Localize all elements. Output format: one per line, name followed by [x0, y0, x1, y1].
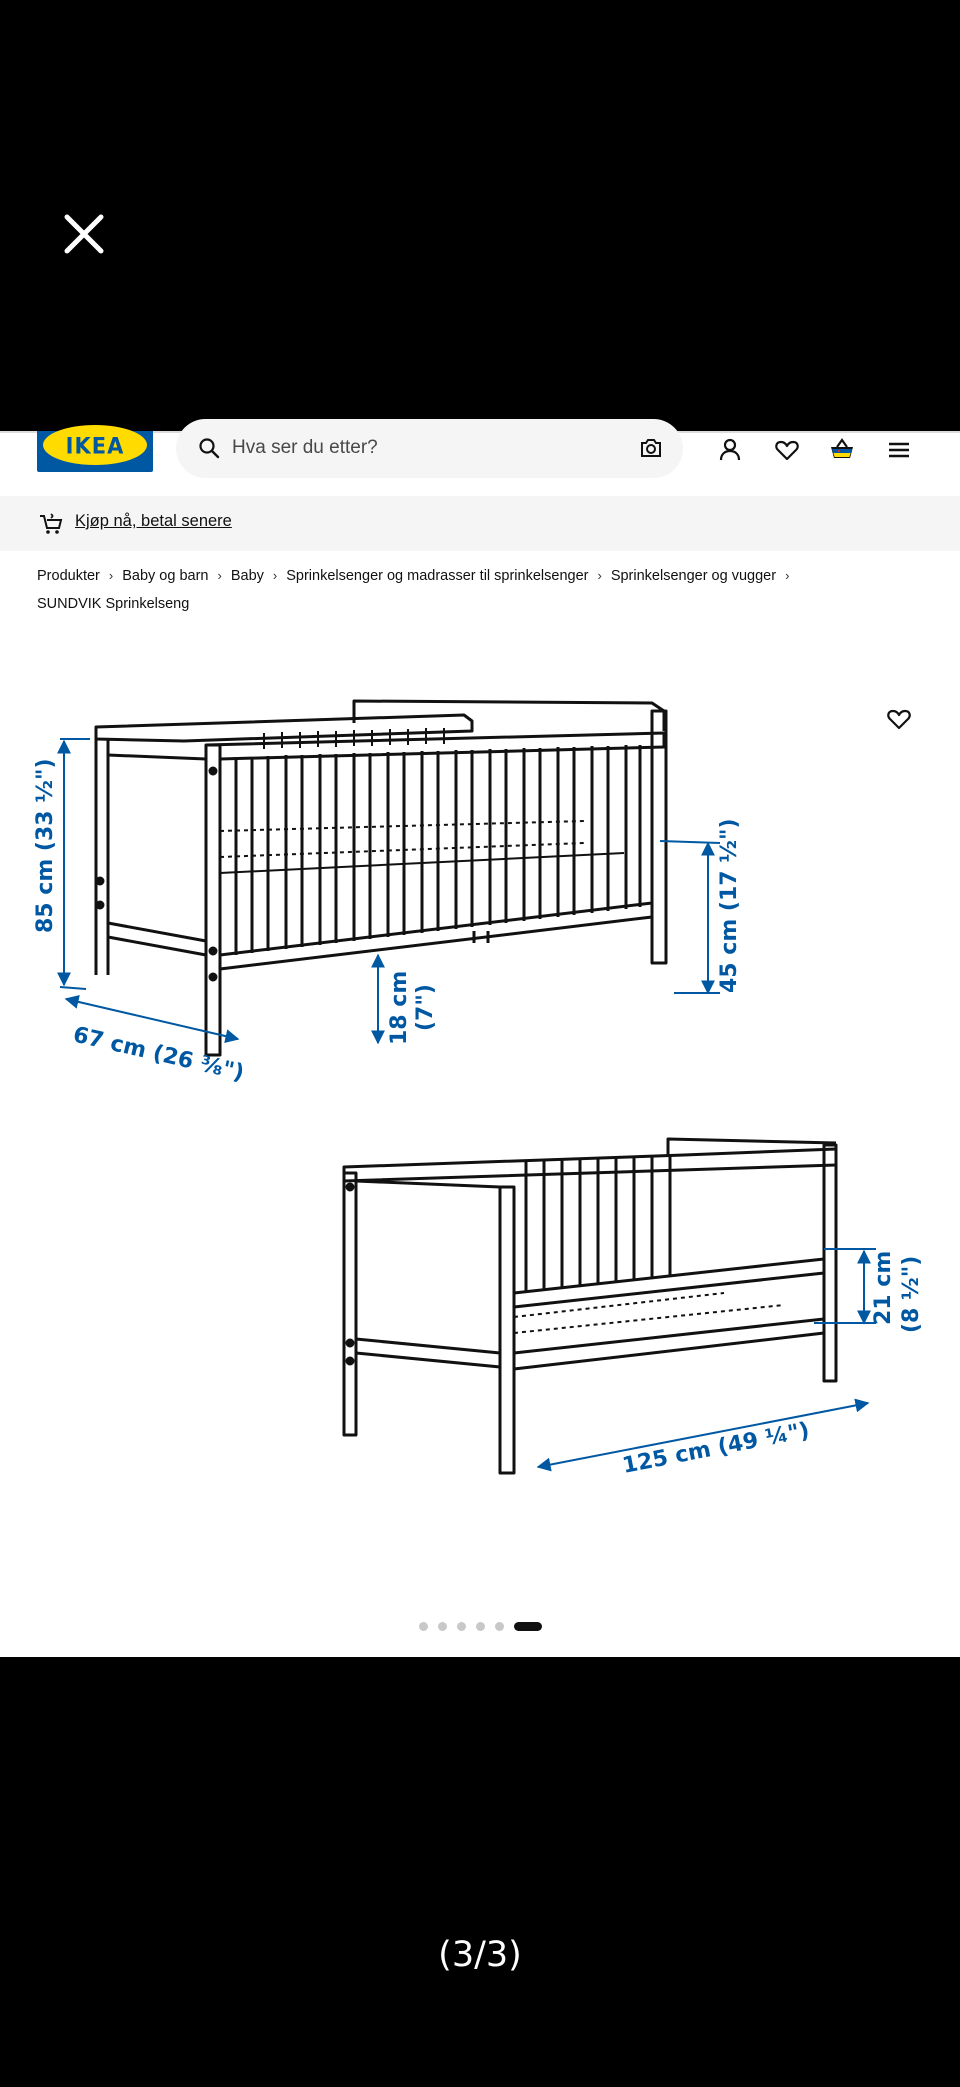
chevron-right-icon: ›: [597, 568, 602, 583]
breadcrumb-item-sprinkelsenger-og-vugger[interactable]: Sprinkelsenger og vugger: [610, 568, 777, 584]
carousel-dot[interactable]: [495, 1622, 504, 1631]
product-page-screenshot: [0, 431, 960, 1657]
breadcrumb: [37, 562, 927, 618]
promo-banner: [0, 496, 960, 551]
carousel-dot[interactable]: [476, 1622, 485, 1631]
junior-bottom-dimension-label-inch: (8 ½"): [899, 1255, 924, 1333]
height-dimension-label: 85 cm (33 ½"): [33, 758, 58, 933]
chevron-right-icon: ›: [217, 568, 222, 583]
user-icon[interactable]: [716, 436, 744, 464]
junior-bottom-dimension-label: 21 cm: [871, 1250, 896, 1325]
carousel-dot[interactable]: [438, 1622, 447, 1631]
under-bed-dimension-label-inch: (7"): [413, 984, 438, 1031]
image-carousel-indicator: [0, 1618, 960, 1636]
breadcrumb-item-baby[interactable]: Baby: [230, 568, 264, 584]
under-bed-dimension-label: 18 cm: [387, 970, 412, 1045]
search-bar[interactable]: [176, 419, 683, 478]
chevron-right-icon: ›: [785, 568, 790, 583]
close-icon: [62, 212, 106, 256]
menu-icon[interactable]: [885, 436, 913, 464]
close-button[interactable]: [62, 212, 106, 256]
dimension-labels: [33, 758, 924, 1478]
carousel-dot[interactable]: [419, 1622, 428, 1631]
breadcrumb-item-baby-og-barn[interactable]: Baby og barn: [122, 568, 209, 584]
length-dimension-label: 125 cm (49 ¼"): [620, 1418, 812, 1479]
breadcrumb-item-produkter[interactable]: Produkter: [37, 568, 100, 584]
promo-link[interactable]: Kjøp nå, betal senere: [75, 512, 232, 530]
search-input[interactable]: [232, 433, 592, 463]
carousel-dot-active[interactable]: [514, 1622, 542, 1631]
site-header: [0, 431, 960, 496]
bed-bottom-dimension-label: 45 cm (17 ½"): [717, 818, 742, 993]
shopping-bag-icon[interactable]: [828, 436, 856, 464]
breadcrumb-item-current: SUNDVIK Sprinkelseng: [37, 596, 190, 612]
chevron-right-icon: ›: [108, 568, 114, 583]
carousel-dot[interactable]: [457, 1622, 466, 1631]
image-counter: (3/3): [438, 1935, 522, 1975]
heart-icon[interactable]: [773, 436, 801, 464]
shopping-cart-icon: [38, 512, 64, 536]
product-dimension-drawing: [24, 693, 936, 1479]
width-dimension-label: 67 cm (26 ⅜"): [70, 1022, 247, 1087]
crib-illustration: [96, 701, 666, 1055]
ikea-logo[interactable]: [37, 431, 153, 472]
search-icon: [198, 437, 220, 459]
breadcrumb-item-sprinkelsenger-og-madrasser[interactable]: Sprinkelsenger og madrasser til sprinkelsenger: [286, 568, 589, 584]
camera-icon[interactable]: [639, 436, 663, 460]
chevron-right-icon: ›: [272, 568, 278, 583]
logo-text: IKEA: [65, 433, 125, 459]
